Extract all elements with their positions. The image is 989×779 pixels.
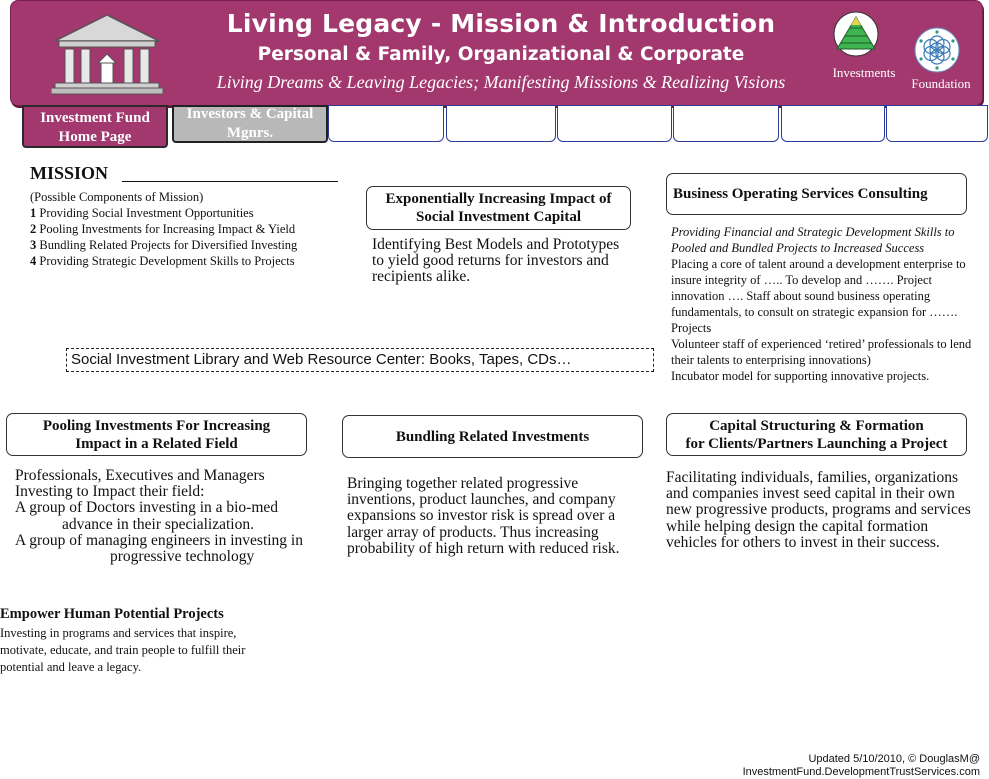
pooling-line: advance in their specialization. xyxy=(62,515,254,533)
temple-icon xyxy=(51,13,163,100)
page-subtitle: Personal & Family, Organizational & Corporate xyxy=(257,44,745,65)
mission-item-number: 4 xyxy=(30,254,37,268)
pooling-body xyxy=(15,468,315,565)
business-operating-services-box: Business Operating Services Consulting xyxy=(666,173,967,215)
bos-body xyxy=(671,256,976,384)
library-resource-center-box: Social Investment Library and Web Resource Center: Books, Tapes, CDs… xyxy=(66,348,654,372)
capital-body: Facilitating individuals, families, organizations and companies invest seed capital in their own new progressive products, programs and services while helping design the capital formation vehicles for others to invest in their success. xyxy=(666,469,971,551)
tab-empty-3[interactable] xyxy=(328,105,444,142)
exponential-title-line2: Social Investment Capital xyxy=(416,209,581,225)
pooling-line: progressive technology xyxy=(110,548,255,566)
mission-item xyxy=(30,253,297,269)
capital-title-line1: Capital Structuring & Formation xyxy=(709,417,924,434)
mission-item-number: 1 xyxy=(30,206,37,220)
pyramid-icon[interactable] xyxy=(833,11,879,64)
mission-item-text: Bundling Related Projects for Diversified Investing xyxy=(39,238,298,252)
bos-line: Volunteer staff of experienced ‘retired’ professionals to lend their talents to enterprising innovations) xyxy=(671,337,972,367)
exponential-impact-box xyxy=(366,186,631,230)
mission-item-text: Providing Strategic Development Skills to Projects xyxy=(39,254,295,268)
capital-title-line2: for Clients/Partners Launching a Project xyxy=(685,435,948,452)
pooling-title-line1: Pooling Investments For Increasing xyxy=(42,417,271,434)
bundling-investments-box: Bundling Related Investments xyxy=(342,415,643,458)
mission-item-text: Pooling Investments for Increasing Impact & Yield xyxy=(39,222,296,236)
pooling-investments-box xyxy=(6,413,307,456)
mission-heading: MISSION xyxy=(30,163,109,183)
page-tagline: Living Dreams & Leaving Legacies; Manifesting Missions & Realizing Visions xyxy=(216,72,786,92)
mission-item xyxy=(30,205,297,221)
investments-label[interactable]: Investments xyxy=(832,65,896,80)
bos-line: Placing a core of talent around a development enterprise to insure integrity of ….. To develop and ……. Project innovation …. Staff about sound business operating fundamentals, to consult on strategic expansion for ……. Projects xyxy=(671,257,966,335)
bundling-body: Bringing together related progressive inventions, product launches, and company expansions so investor risk is spread over a larger array of products. Thus increasing probability of high return with reduced risk. xyxy=(347,475,620,557)
pooling-line: Professionals, Executives and Managers xyxy=(15,467,265,484)
bos-italic-text: Providing Financial and Strategic Development Skills to Pooled and Bundled Projects to Increased Success xyxy=(671,225,955,255)
footer-updated: Updated 5/10/2010, © DouglasM@ xyxy=(808,753,980,765)
flower-of-life-icon[interactable] xyxy=(913,26,961,79)
mission-item-number: 2 xyxy=(30,222,37,236)
mission-underline xyxy=(122,181,338,182)
bos-line: Incubator model for supporting innovative projects. xyxy=(671,369,930,383)
tab-empty-5[interactable] xyxy=(557,105,672,142)
mission-intro: (Possible Components of Mission) xyxy=(30,190,204,204)
empower-body: Investing in programs and services that inspire, motivate, educate, and train people to fulfill their potential and leave a legacy. xyxy=(0,626,246,674)
mission-item-text: Providing Social Investment Opportunities xyxy=(39,206,254,220)
foundation-label[interactable]: Foundation xyxy=(911,76,971,91)
page-title: Living Legacy - Mission & Introduction xyxy=(226,9,776,38)
tab-investors-capital-managers[interactable] xyxy=(172,105,328,143)
pooling-line: Investing to Impact their field: xyxy=(15,483,205,501)
mission-item xyxy=(30,237,297,253)
pooling-title-line2: Impact in a Related Field xyxy=(75,435,238,452)
mission-item-number: 3 xyxy=(30,238,37,252)
footer-url[interactable]: InvestmentFund.DevelopmentTrustServices.com xyxy=(742,765,980,778)
footer xyxy=(743,753,980,778)
tab-empty-7[interactable] xyxy=(781,105,885,142)
pooling-line: A group of Doctors investing in a bio-med xyxy=(15,499,279,517)
tab-investors-label: Investors & Capital Mgnrs. xyxy=(186,106,314,141)
pooling-line: A group of managing engineers in investing in xyxy=(15,531,303,549)
header-banner xyxy=(10,0,983,106)
empower-heading: Empower Human Potential Projects xyxy=(0,606,224,622)
exponential-title-line1: Exponentially Increasing Impact of xyxy=(385,191,612,207)
exponential-body: Identifying Best Models and Prototypes to yield good returns for investors and recipients alike. xyxy=(372,236,620,286)
mission-item xyxy=(30,221,297,237)
tab-empty-6[interactable] xyxy=(673,105,779,142)
tab-empty-4[interactable] xyxy=(446,105,556,142)
tab-investment-fund-home[interactable]: Investment Fund Home Page xyxy=(22,105,168,148)
mission-list xyxy=(30,189,297,269)
tab-empty-8[interactable] xyxy=(886,105,988,142)
capital-structuring-box xyxy=(666,413,967,456)
